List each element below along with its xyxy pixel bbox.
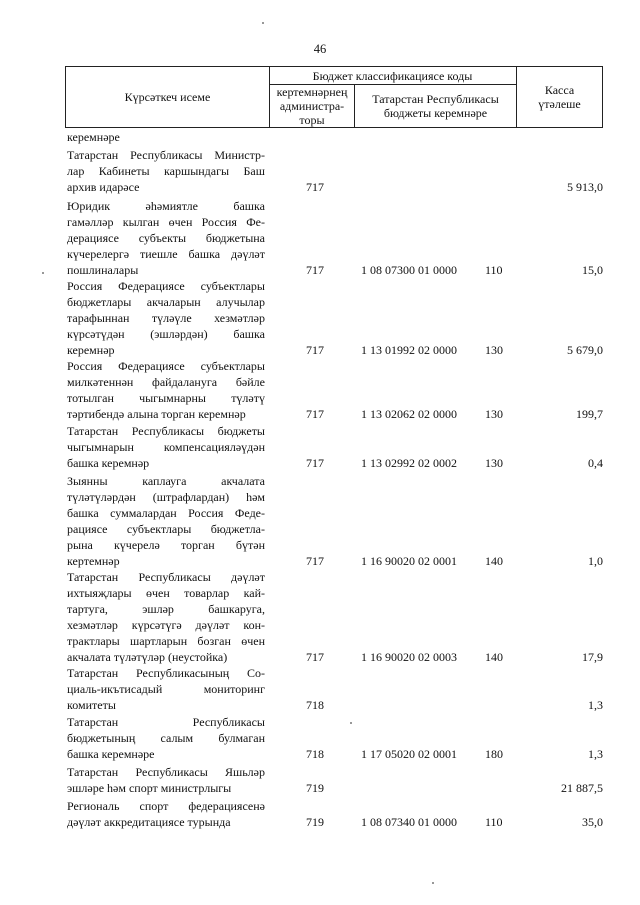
row-admin-code: 717 (306, 554, 324, 568)
row-name-line: Татарстан Республикасы Министр- (67, 148, 265, 162)
row-subcode: 110 (485, 263, 503, 277)
row-name-line: башка керемнәр (67, 456, 150, 470)
table-row (65, 423, 605, 471)
table-row (65, 278, 605, 358)
row-name-line: Татарстан Республикасы дәүләт (67, 570, 265, 584)
row-revenue-code: 1 08 07300 01 0000 (361, 263, 457, 277)
row-admin-code: 717 (306, 650, 324, 664)
row-cash-value: 1,0 (588, 554, 603, 568)
row-name-line: күчерелергә тиешле башка дәүләт (67, 247, 265, 261)
row-name-line: хезмәтләр күрсәтүгә дәүләт кон- (67, 618, 265, 632)
header-revenue: Татарстан Республикасы бюджеты керемнәре (372, 92, 499, 120)
continued-text: керемнәре (67, 130, 120, 144)
row-name-line: Татарстан Республикасы (67, 715, 265, 729)
row-cash-value: 17,9 (582, 650, 603, 664)
row-name-line: чыгымнарын компенсацияләүдән (67, 440, 265, 454)
page-number: 46 (313, 42, 327, 56)
row-name-line: трактлары шартларын бозган өчен (67, 634, 265, 648)
row-name-line: тарафыннан түләүле хезмәтләр (67, 311, 265, 325)
row-name (67, 198, 265, 278)
row-name-line: рациясе субъектлары бюджетла- (67, 522, 265, 536)
row-name (67, 147, 265, 195)
row-admin-code: 718 (306, 747, 324, 761)
row-name-line: түләтүләрдән (штрафлардан) һәм (67, 490, 265, 504)
row-admin-code: 719 (306, 815, 324, 829)
row-name-line: Татарстан Республикасы Яшьләр (67, 765, 265, 779)
row-name-line: бюджетының салым булмаган (67, 731, 265, 745)
header-admin: кертемнәрнең администра-торы (276, 85, 348, 127)
row-name (67, 798, 265, 830)
row-name-line: кертемнәр (67, 554, 120, 568)
scan-speck (262, 22, 264, 24)
header-cash: Касса үтәлеше (538, 83, 581, 111)
row-name-line: керемнәр (67, 343, 115, 357)
row-name (67, 569, 265, 665)
header-name: Күрсәткеч исеме (124, 90, 211, 104)
row-name-line: ихтыяҗлары өчен товарлар кай- (67, 586, 265, 600)
row-cash-value: 21 887,5 (561, 781, 603, 795)
row-cash-value: 5 679,0 (567, 343, 603, 357)
row-name-line: Региональ спорт федерациясенә (67, 799, 265, 813)
row-name-line: тартуга, эшләр башкаруга, (67, 602, 265, 616)
row-name-line: башка суммалардан Россия Феде- (67, 506, 265, 520)
row-name-line: милкәтеннән файдалануга бәйле (67, 375, 265, 389)
row-cash-value: 199,7 (576, 407, 603, 421)
row-admin-code: 717 (306, 180, 324, 194)
row-admin-code: 719 (306, 781, 324, 795)
row-admin-code: 717 (306, 263, 324, 277)
row-name-line: рына күчерелә торган бүтән (67, 538, 265, 552)
row-name-line: Россия Федерациясе субъектлары (67, 279, 265, 293)
table-row (65, 764, 605, 796)
row-name (67, 358, 265, 422)
row-subcode: 140 (485, 650, 503, 664)
row-revenue-code: 1 16 90020 02 0003 (361, 650, 457, 664)
row-name-line: архив идарәсе (67, 180, 140, 194)
row-subcode: 130 (485, 343, 503, 357)
row-revenue-code: 1 08 07340 01 0000 (361, 815, 457, 829)
row-name-line: башка керемнәре (67, 747, 155, 761)
row-admin-code: 717 (306, 456, 324, 470)
row-admin-code: 718 (306, 698, 324, 712)
row-admin-code: 717 (306, 343, 324, 357)
row-name-line: эшләре һәм спорт министрлыгы (67, 781, 232, 795)
table-row (65, 198, 605, 278)
row-name-line: циаль-икътисадый мониторинг (67, 682, 265, 696)
table-row (65, 714, 605, 762)
row-name-line: Татарстан Республикасының Со- (67, 666, 265, 680)
scan-speck (42, 272, 44, 274)
row-name (67, 473, 265, 569)
row-name-line: гамәлләр кылган өчен Россия Фе- (67, 215, 265, 229)
row-name-line: бюджетлары акчаларын алучылар (67, 295, 265, 309)
row-revenue-code: 1 16 90020 02 0001 (361, 554, 457, 568)
row-name (67, 278, 265, 358)
row-admin-code: 717 (306, 407, 324, 421)
row-name-line: комитеты (67, 698, 116, 712)
row-cash-value: 35,0 (582, 815, 603, 829)
row-cash-value: 1,3 (588, 747, 603, 761)
row-revenue-code: 1 17 05020 02 0001 (361, 747, 457, 761)
row-name-line: Зыянны каплауга акчалата (67, 474, 265, 488)
row-name-line: лар Кабинеты каршындагы Баш (67, 164, 265, 178)
row-cash-value: 1,3 (588, 698, 603, 712)
row-cash-value: 5 913,0 (567, 180, 603, 194)
row-name-line: тотылган чыгымнарны түләтү (67, 391, 265, 405)
table-row (65, 358, 605, 422)
row-name-line: дерациясе субъекты бюджетына (67, 231, 265, 245)
table-row (65, 473, 605, 569)
row-revenue-code: 1 13 02992 02 0002 (361, 456, 457, 470)
row-subcode: 180 (485, 747, 503, 761)
row-name-line: тәртибендә алына торган керемнәр (67, 407, 246, 421)
row-subcode: 140 (485, 554, 503, 568)
row-name-line: акчалата түләтүләр (неустойка) (67, 650, 228, 664)
row-cash-value: 0,4 (588, 456, 603, 470)
row-subcode: 130 (485, 456, 503, 470)
row-name (67, 714, 265, 762)
row-subcode: 110 (485, 815, 503, 829)
row-name-line: Юридик әһәмиятле башка (67, 199, 265, 213)
row-subcode: 130 (485, 407, 503, 421)
row-name (67, 423, 265, 471)
row-name-line: Татарстан Республикасы бюджеты (67, 424, 265, 438)
row-name (67, 665, 265, 713)
row-name (67, 764, 265, 796)
table-row (65, 665, 605, 713)
row-name-line: Россия Федерациясе субъектлары (67, 359, 265, 373)
table-row (65, 569, 605, 665)
table-row (65, 147, 605, 195)
scan-speck (350, 722, 352, 724)
header-budget-code: Бюджет классификациясе коды (312, 69, 473, 83)
row-name-line: дәүләт аккредитациясе турында (67, 815, 231, 829)
row-revenue-code: 1 13 01992 02 0000 (361, 343, 457, 357)
row-name-line: күрсәтүдән (эшләрдән) башка (67, 327, 265, 341)
table-row (65, 798, 605, 830)
row-cash-value: 15,0 (582, 263, 603, 277)
row-name-line: пошлиналары (67, 263, 139, 277)
table-header (65, 66, 603, 128)
scan-speck (432, 882, 434, 884)
row-revenue-code: 1 13 02062 02 0000 (361, 407, 457, 421)
